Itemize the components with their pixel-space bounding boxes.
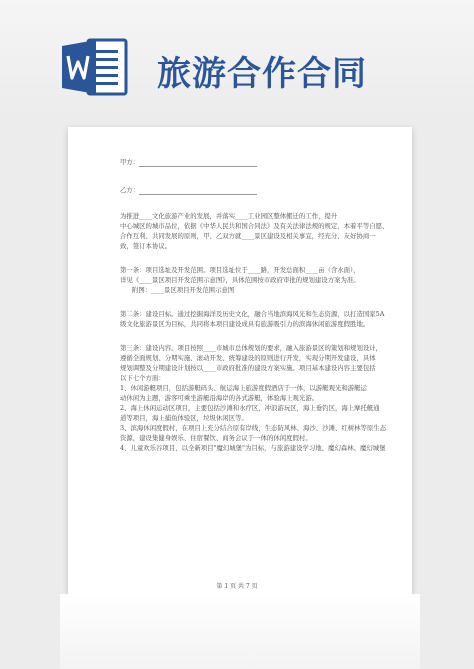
text-line: 中心城区的城市品位，依据《中华人民共和国合同法》及有关法律法规的规定，本着平等自愿、: [120, 222, 389, 230]
text-line: 1、休闲游艇项目，包括游艇码头、航运海上旅游度假酒店于一体，以游艇观光和游艇运: [120, 384, 367, 392]
text-line: 合作互利、共同发展的原则，甲、乙双方就____景区建设及相关事宜，经充分、友好协商一: [120, 232, 376, 240]
party-b-underline: [139, 186, 257, 195]
text-line: 第三条：建设内容。项目按照____市城市总体规划的要求，融入旅游景区的策划和规划设计，: [120, 344, 383, 352]
text-line: 规划调整及分期建设计划按以____市政府批准的建设方案实施。项目基本建设内容主要包括: [120, 364, 376, 372]
text-line: 详见《____景区项目开发范围示意图》，具体范围按市政府审批的规划建设方案为准。: [120, 276, 360, 284]
party-a-label: 甲方：: [120, 158, 140, 166]
article-2-paragraph: [120, 309, 402, 329]
party-b-label: 乙方：: [120, 186, 140, 194]
page-shadow: [60, 594, 420, 669]
party-a-field: [120, 151, 402, 173]
party-b-field: [120, 179, 402, 201]
text-line: 4、儿童欢乐谷项目，以全新项目"魔幻城堡"为目标，与旅游建设学习地、魔幻森林、魔幻城堡: [120, 444, 386, 452]
party-a-underline: [139, 158, 257, 167]
text-line: 附图：____景区项目开发范围示意图: [132, 286, 235, 294]
text-line: 级文化旅游景区为目标，共同将本项目建设成具有旅游吸引力的滨海休闲旅游度假胜地。: [120, 320, 370, 328]
text-line: 道等项目，海上捕鱼体验区，垃圾休闲区等。: [120, 414, 248, 422]
text-line: 为推进____文化旅游产业的发展，并落实____工业园区整体搬迁的工作，提升: [120, 212, 338, 220]
text-line: 2、海上休闲运动区项目，主要包括沙滩和水疗区，冲浪游玩区，海上垂钓区，海上摩托艇通: [120, 404, 380, 412]
text-line: 动休闲为主题，游客可乘坐游艇沿海岸的各式游艇，体验海上观光游。: [120, 394, 319, 402]
text-line: 致，签订本协议。: [120, 242, 172, 250]
page-number: 第 1 页 共 7 页: [216, 583, 258, 590]
text-line: 以下七个方面：: [120, 374, 165, 382]
text-line: 遵循全面规划、分期实施、滚动开发、统筹建设的原则进行开发，实现分期开发建设，具体: [120, 354, 376, 362]
article-3-paragraph: [120, 343, 402, 453]
document-body: [120, 151, 402, 453]
preamble-paragraph: [120, 211, 402, 251]
text-line: 第二条：建设目标。通过挖掘海洋及历史文化，融合当地滨海风光和生态资源，以打造国家5A: [120, 310, 385, 318]
word-document-icon: [62, 38, 128, 96]
text-line: 3、滨海休闲度假村，在项目上充分结合原有岸线，生态防风林、海沙、沙滩、红树林等原生态: [120, 424, 387, 432]
article-1-paragraph: [120, 265, 402, 295]
text-line: 资源，建设集健身娱乐、住宿餐饮、商务会议于一体的休闲度假村。: [120, 434, 312, 442]
text-line: 第一条：项目选址及开发范围。项目选址位于____路，开发总面积____亩（含水面），: [120, 266, 360, 274]
page-title: 旅游合作合同: [157, 54, 367, 94]
